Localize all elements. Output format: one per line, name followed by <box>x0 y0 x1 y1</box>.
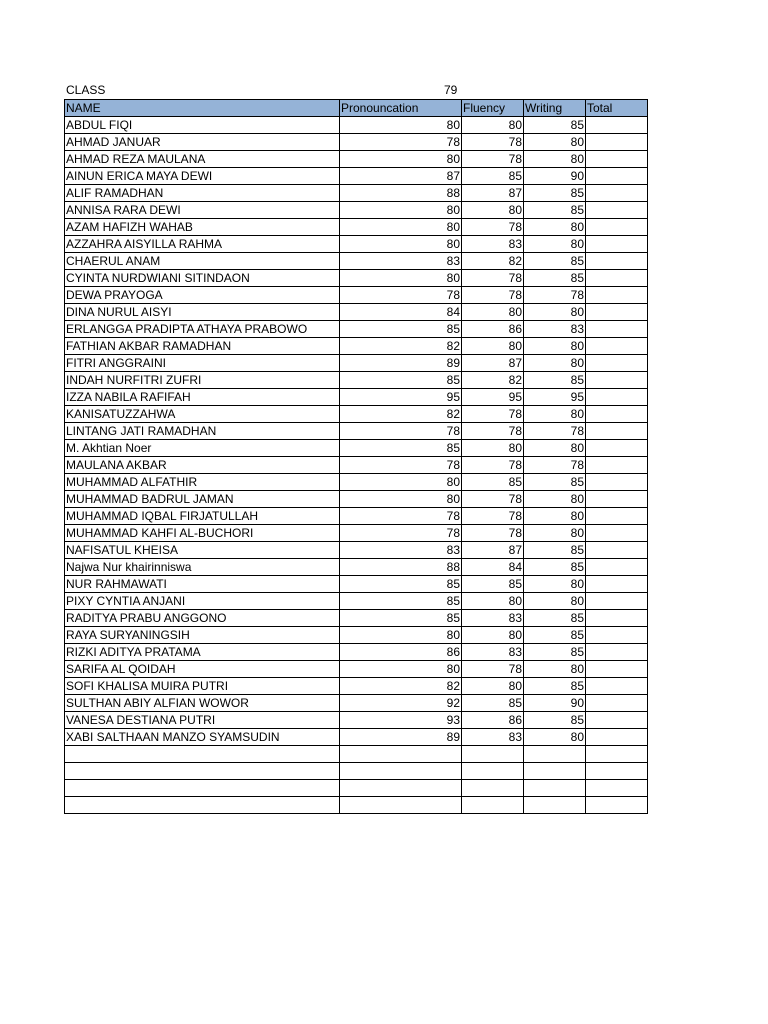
fluency-cell[interactable]: 85 <box>462 695 524 712</box>
total-cell[interactable] <box>586 389 648 406</box>
writing-cell[interactable]: 85 <box>524 474 586 491</box>
writing-cell[interactable]: 78 <box>524 457 586 474</box>
total-cell[interactable] <box>586 491 648 508</box>
grades-body <box>65 117 648 814</box>
pronouncation-cell[interactable]: 87 <box>340 168 462 185</box>
writing-cell[interactable]: 80 <box>524 576 586 593</box>
student-name-cell[interactable]: ERLANGGA PRADIPTA ATHAYA PRABOWO <box>65 321 340 338</box>
student-name-cell[interactable]: IZZA NABILA RAFIFAH <box>65 389 340 406</box>
pronouncation-cell[interactable]: 80 <box>340 270 462 287</box>
student-name-cell[interactable]: RAYA SURYANINGSIH <box>65 627 340 644</box>
fluency-cell[interactable]: 83 <box>462 729 524 746</box>
student-name-cell[interactable]: PIXY CYNTIA ANJANI <box>65 593 340 610</box>
pronouncation-cell[interactable] <box>340 797 462 814</box>
table-row <box>65 423 648 440</box>
pronouncation-cell[interactable]: 78 <box>340 134 462 151</box>
fluency-cell[interactable]: 78 <box>462 508 524 525</box>
student-name-cell[interactable]: MUHAMMAD BADRUL JAMAN <box>65 491 340 508</box>
pronouncation-cell[interactable]: 85 <box>340 321 462 338</box>
table-row <box>65 661 648 678</box>
writing-cell[interactable]: 80 <box>524 236 586 253</box>
table-row <box>65 372 648 389</box>
pronouncation-cell[interactable]: 82 <box>340 678 462 695</box>
writing-cell[interactable]: 80 <box>524 491 586 508</box>
pronouncation-cell[interactable]: 82 <box>340 406 462 423</box>
fluency-cell[interactable]: 78 <box>462 423 524 440</box>
fluency-cell[interactable]: 78 <box>462 151 524 168</box>
table-row <box>65 780 648 797</box>
table-row <box>65 695 648 712</box>
fluency-cell[interactable]: 85 <box>462 168 524 185</box>
class-row <box>64 82 648 99</box>
pronouncation-cell[interactable]: 85 <box>340 576 462 593</box>
writing-cell[interactable]: 80 <box>524 355 586 372</box>
fluency-cell[interactable]: 78 <box>462 134 524 151</box>
pronouncation-cell[interactable]: 80 <box>340 474 462 491</box>
table-row <box>65 304 648 321</box>
fluency-cell[interactable]: 85 <box>462 474 524 491</box>
fluency-cell[interactable] <box>462 797 524 814</box>
writing-cell[interactable] <box>524 763 586 780</box>
fluency-cell[interactable]: 83 <box>462 236 524 253</box>
grades-table <box>64 99 648 814</box>
total-cell[interactable] <box>586 542 648 559</box>
writing-cell[interactable]: 80 <box>524 593 586 610</box>
writing-cell[interactable]: 85 <box>524 542 586 559</box>
writing-cell[interactable]: 80 <box>524 525 586 542</box>
table-row <box>65 202 648 219</box>
fluency-cell[interactable] <box>462 763 524 780</box>
fluency-cell[interactable]: 78 <box>462 491 524 508</box>
writing-cell[interactable]: 90 <box>524 168 586 185</box>
writing-cell[interactable]: 80 <box>524 219 586 236</box>
table-row <box>65 236 648 253</box>
student-name-cell[interactable]: CYINTA NURDWIANI SITINDAON <box>65 270 340 287</box>
writing-cell[interactable]: 85 <box>524 202 586 219</box>
total-cell[interactable] <box>586 117 648 134</box>
table-row <box>65 338 648 355</box>
table-row <box>65 440 648 457</box>
table-row <box>65 253 648 270</box>
fluency-cell[interactable]: 84 <box>462 559 524 576</box>
writing-cell[interactable]: 85 <box>524 270 586 287</box>
total-cell[interactable] <box>586 474 648 491</box>
writing-cell[interactable]: 80 <box>524 406 586 423</box>
table-row <box>65 117 648 134</box>
writing-cell[interactable]: 85 <box>524 253 586 270</box>
table-row <box>65 525 648 542</box>
student-name-cell[interactable]: MUHAMMAD ALFATHIR <box>65 474 340 491</box>
pronouncation-cell[interactable]: 80 <box>340 627 462 644</box>
column-header-name[interactable]: NAME <box>65 100 340 117</box>
writing-cell[interactable]: 78 <box>524 287 586 304</box>
total-cell[interactable] <box>586 134 648 151</box>
pronouncation-cell[interactable]: 88 <box>340 185 462 202</box>
total-cell[interactable] <box>586 287 648 304</box>
student-name-cell[interactable]: AZZAHRA AISYILLA RAHMA <box>65 236 340 253</box>
pronouncation-cell[interactable]: 89 <box>340 729 462 746</box>
student-name-cell[interactable] <box>65 797 340 814</box>
writing-cell[interactable]: 95 <box>524 389 586 406</box>
pronouncation-cell[interactable]: 80 <box>340 202 462 219</box>
total-cell[interactable] <box>586 729 648 746</box>
student-name-cell[interactable]: VANESA DESTIANA PUTRI <box>65 712 340 729</box>
table-row <box>65 168 648 185</box>
total-cell[interactable] <box>586 678 648 695</box>
table-row <box>65 287 648 304</box>
fluency-cell[interactable] <box>462 780 524 797</box>
class-value[interactable]: 79 <box>444 83 458 97</box>
header-row <box>65 100 648 117</box>
student-name-cell[interactable]: AHMAD REZA MAULANA <box>65 151 340 168</box>
pronouncation-cell[interactable]: 80 <box>340 491 462 508</box>
table-row <box>65 321 648 338</box>
pronouncation-cell[interactable]: 78 <box>340 508 462 525</box>
column-header-writing[interactable]: Writing <box>524 100 586 117</box>
fluency-cell[interactable]: 80 <box>462 627 524 644</box>
total-cell[interactable] <box>586 406 648 423</box>
table-row <box>65 219 648 236</box>
pronouncation-cell[interactable]: 84 <box>340 304 462 321</box>
writing-cell[interactable]: 90 <box>524 695 586 712</box>
writing-cell[interactable]: 85 <box>524 372 586 389</box>
student-name-cell[interactable]: NAFISATUL KHEISA <box>65 542 340 559</box>
writing-cell[interactable]: 78 <box>524 423 586 440</box>
fluency-cell[interactable]: 80 <box>462 678 524 695</box>
writing-cell[interactable] <box>524 797 586 814</box>
writing-cell[interactable] <box>524 746 586 763</box>
total-cell[interactable] <box>586 338 648 355</box>
student-name-cell[interactable]: XABI SALTHAAN MANZO SYAMSUDIN <box>65 729 340 746</box>
total-cell[interactable] <box>586 712 648 729</box>
total-cell[interactable] <box>586 763 648 780</box>
table-row <box>65 474 648 491</box>
pronouncation-cell[interactable] <box>340 763 462 780</box>
table-row <box>65 270 648 287</box>
total-cell[interactable] <box>586 627 648 644</box>
table-row <box>65 185 648 202</box>
pronouncation-cell[interactable]: 89 <box>340 355 462 372</box>
fluency-cell[interactable]: 78 <box>462 457 524 474</box>
table-row <box>65 644 648 661</box>
total-cell[interactable] <box>586 610 648 627</box>
table-row <box>65 576 648 593</box>
fluency-cell[interactable]: 78 <box>462 525 524 542</box>
table-row <box>65 134 648 151</box>
fluency-cell[interactable]: 80 <box>462 202 524 219</box>
student-name-cell[interactable]: SARIFA AL QOIDAH <box>65 661 340 678</box>
student-name-cell[interactable]: MUHAMMAD IQBAL FIRJATULLAH <box>65 508 340 525</box>
pronouncation-cell[interactable]: 88 <box>340 559 462 576</box>
student-name-cell[interactable]: RIZKI ADITYA PRATAMA <box>65 644 340 661</box>
total-cell[interactable] <box>586 576 648 593</box>
total-cell[interactable] <box>586 253 648 270</box>
student-name-cell[interactable]: AHMAD JANUAR <box>65 134 340 151</box>
writing-cell[interactable]: 85 <box>524 678 586 695</box>
writing-cell[interactable]: 85 <box>524 559 586 576</box>
total-cell[interactable] <box>586 423 648 440</box>
column-header-pronouncation[interactable]: Pronouncation <box>340 100 462 117</box>
pronouncation-cell[interactable]: 85 <box>340 440 462 457</box>
pronouncation-cell[interactable]: 78 <box>340 525 462 542</box>
writing-cell[interactable]: 85 <box>524 712 586 729</box>
fluency-cell[interactable]: 78 <box>462 406 524 423</box>
pronouncation-cell[interactable]: 85 <box>340 610 462 627</box>
fluency-cell[interactable]: 80 <box>462 304 524 321</box>
table-row <box>65 712 648 729</box>
total-cell[interactable] <box>586 355 648 372</box>
total-cell[interactable] <box>586 780 648 797</box>
fluency-cell[interactable]: 83 <box>462 644 524 661</box>
fluency-cell[interactable]: 87 <box>462 542 524 559</box>
table-row <box>65 610 648 627</box>
student-name-cell[interactable]: AZAM HAFIZH WAHAB <box>65 219 340 236</box>
total-cell[interactable] <box>586 695 648 712</box>
pronouncation-cell[interactable]: 92 <box>340 695 462 712</box>
writing-cell[interactable]: 80 <box>524 134 586 151</box>
table-row <box>65 797 648 814</box>
writing-cell[interactable]: 80 <box>524 729 586 746</box>
fluency-cell[interactable]: 87 <box>462 355 524 372</box>
total-cell[interactable] <box>586 440 648 457</box>
table-row <box>65 355 648 372</box>
table-row <box>65 389 648 406</box>
writing-cell[interactable]: 85 <box>524 627 586 644</box>
student-name-cell[interactable]: DEWA PRAYOGA <box>65 287 340 304</box>
student-name-cell[interactable]: FATHIAN AKBAR RAMADHAN <box>65 338 340 355</box>
total-cell[interactable] <box>586 202 648 219</box>
pronouncation-cell[interactable]: 80 <box>340 151 462 168</box>
writing-cell[interactable]: 85 <box>524 117 586 134</box>
table-row <box>65 678 648 695</box>
total-cell[interactable] <box>586 219 648 236</box>
student-name-cell[interactable]: DINA NURUL AISYI <box>65 304 340 321</box>
fluency-cell[interactable]: 80 <box>462 117 524 134</box>
pronouncation-cell[interactable]: 85 <box>340 372 462 389</box>
student-name-cell[interactable]: RADITYA PRABU ANGGONO <box>65 610 340 627</box>
table-row <box>65 406 648 423</box>
student-name-cell[interactable]: M. Akhtian Noer <box>65 440 340 457</box>
writing-cell[interactable]: 83 <box>524 321 586 338</box>
table-row <box>65 491 648 508</box>
student-name-cell[interactable]: FITRI ANGGRAINI <box>65 355 340 372</box>
total-cell[interactable] <box>586 644 648 661</box>
student-name-cell[interactable] <box>65 780 340 797</box>
table-row <box>65 729 648 746</box>
total-cell[interactable] <box>586 304 648 321</box>
pronouncation-cell[interactable]: 78 <box>340 457 462 474</box>
fluency-cell[interactable]: 80 <box>462 593 524 610</box>
pronouncation-cell[interactable]: 78 <box>340 287 462 304</box>
total-cell[interactable] <box>586 593 648 610</box>
table-row <box>65 559 648 576</box>
student-name-cell[interactable]: NUR RAHMAWATI <box>65 576 340 593</box>
table-row <box>65 151 648 168</box>
pronouncation-cell[interactable] <box>340 780 462 797</box>
fluency-cell[interactable]: 78 <box>462 219 524 236</box>
total-cell[interactable] <box>586 236 648 253</box>
class-label: CLASS <box>66 83 106 97</box>
writing-cell[interactable]: 85 <box>524 610 586 627</box>
total-cell[interactable] <box>586 270 648 287</box>
table-row <box>65 763 648 780</box>
student-name-cell[interactable]: ABDUL FIQI <box>65 117 340 134</box>
student-name-cell[interactable]: ALIF RAMADHAN <box>65 185 340 202</box>
student-name-cell[interactable] <box>65 763 340 780</box>
pronouncation-cell[interactable]: 78 <box>340 423 462 440</box>
table-row <box>65 627 648 644</box>
pronouncation-cell[interactable]: 93 <box>340 712 462 729</box>
fluency-cell[interactable]: 86 <box>462 712 524 729</box>
pronouncation-cell[interactable]: 82 <box>340 338 462 355</box>
table-row <box>65 542 648 559</box>
total-cell[interactable] <box>586 525 648 542</box>
table-row <box>65 746 648 763</box>
writing-cell[interactable] <box>524 780 586 797</box>
student-name-cell[interactable]: SULTHAN ABIY ALFIAN WOWOR <box>65 695 340 712</box>
total-cell[interactable] <box>586 661 648 678</box>
pronouncation-cell[interactable]: 85 <box>340 593 462 610</box>
total-cell[interactable] <box>586 508 648 525</box>
student-name-cell[interactable]: LINTANG JATI RAMADHAN <box>65 423 340 440</box>
fluency-cell[interactable]: 80 <box>462 338 524 355</box>
total-cell[interactable] <box>586 457 648 474</box>
fluency-cell[interactable]: 87 <box>462 185 524 202</box>
student-name-cell[interactable]: AINUN ERICA MAYA DEWI <box>65 168 340 185</box>
spreadsheet <box>64 82 648 814</box>
pronouncation-cell[interactable]: 83 <box>340 542 462 559</box>
writing-cell[interactable]: 80 <box>524 508 586 525</box>
total-cell[interactable] <box>586 185 648 202</box>
pronouncation-cell[interactable]: 83 <box>340 253 462 270</box>
student-name-cell[interactable]: SOFI KHALISA MUIRA PUTRI <box>65 678 340 695</box>
fluency-cell[interactable] <box>462 746 524 763</box>
pronouncation-cell[interactable]: 95 <box>340 389 462 406</box>
fluency-cell[interactable]: 85 <box>462 576 524 593</box>
student-name-cell[interactable]: MAULANA AKBAR <box>65 457 340 474</box>
writing-cell[interactable]: 80 <box>524 338 586 355</box>
writing-cell[interactable]: 80 <box>524 151 586 168</box>
pronouncation-cell[interactable]: 80 <box>340 117 462 134</box>
total-cell[interactable] <box>586 151 648 168</box>
fluency-cell[interactable]: 78 <box>462 287 524 304</box>
student-name-cell[interactable]: ANNISA RARA DEWI <box>65 202 340 219</box>
fluency-cell[interactable]: 80 <box>462 440 524 457</box>
pronouncation-cell[interactable]: 86 <box>340 644 462 661</box>
total-cell[interactable] <box>586 797 648 814</box>
pronouncation-cell[interactable]: 80 <box>340 661 462 678</box>
fluency-cell[interactable]: 78 <box>462 270 524 287</box>
fluency-cell[interactable]: 82 <box>462 372 524 389</box>
student-name-cell[interactable]: Najwa Nur khairinniswa <box>65 559 340 576</box>
total-cell[interactable] <box>586 559 648 576</box>
pronouncation-cell[interactable] <box>340 746 462 763</box>
writing-cell[interactable]: 85 <box>524 644 586 661</box>
table-row <box>65 508 648 525</box>
fluency-cell[interactable]: 78 <box>462 661 524 678</box>
student-name-cell[interactable]: CHAERUL ANAM <box>65 253 340 270</box>
writing-cell[interactable]: 80 <box>524 440 586 457</box>
fluency-cell[interactable]: 82 <box>462 253 524 270</box>
student-name-cell[interactable]: MUHAMMAD KAHFI AL-BUCHORI <box>65 525 340 542</box>
table-row <box>65 457 648 474</box>
fluency-cell[interactable]: 83 <box>462 610 524 627</box>
writing-cell[interactable]: 85 <box>524 185 586 202</box>
fluency-cell[interactable]: 86 <box>462 321 524 338</box>
fluency-cell[interactable]: 95 <box>462 389 524 406</box>
pronouncation-cell[interactable]: 80 <box>340 219 462 236</box>
writing-cell[interactable]: 80 <box>524 304 586 321</box>
total-cell[interactable] <box>586 746 648 763</box>
student-name-cell[interactable] <box>65 746 340 763</box>
pronouncation-cell[interactable]: 80 <box>340 236 462 253</box>
student-name-cell[interactable]: INDAH NURFITRI ZUFRI <box>65 372 340 389</box>
total-cell[interactable] <box>586 168 648 185</box>
writing-cell[interactable]: 80 <box>524 661 586 678</box>
table-row <box>65 593 648 610</box>
column-header-fluency[interactable]: Fluency <box>462 100 524 117</box>
total-cell[interactable] <box>586 372 648 389</box>
student-name-cell[interactable]: KANISATUZZAHWA <box>65 406 340 423</box>
total-cell[interactable] <box>586 321 648 338</box>
column-header-total[interactable]: Total <box>586 100 648 117</box>
